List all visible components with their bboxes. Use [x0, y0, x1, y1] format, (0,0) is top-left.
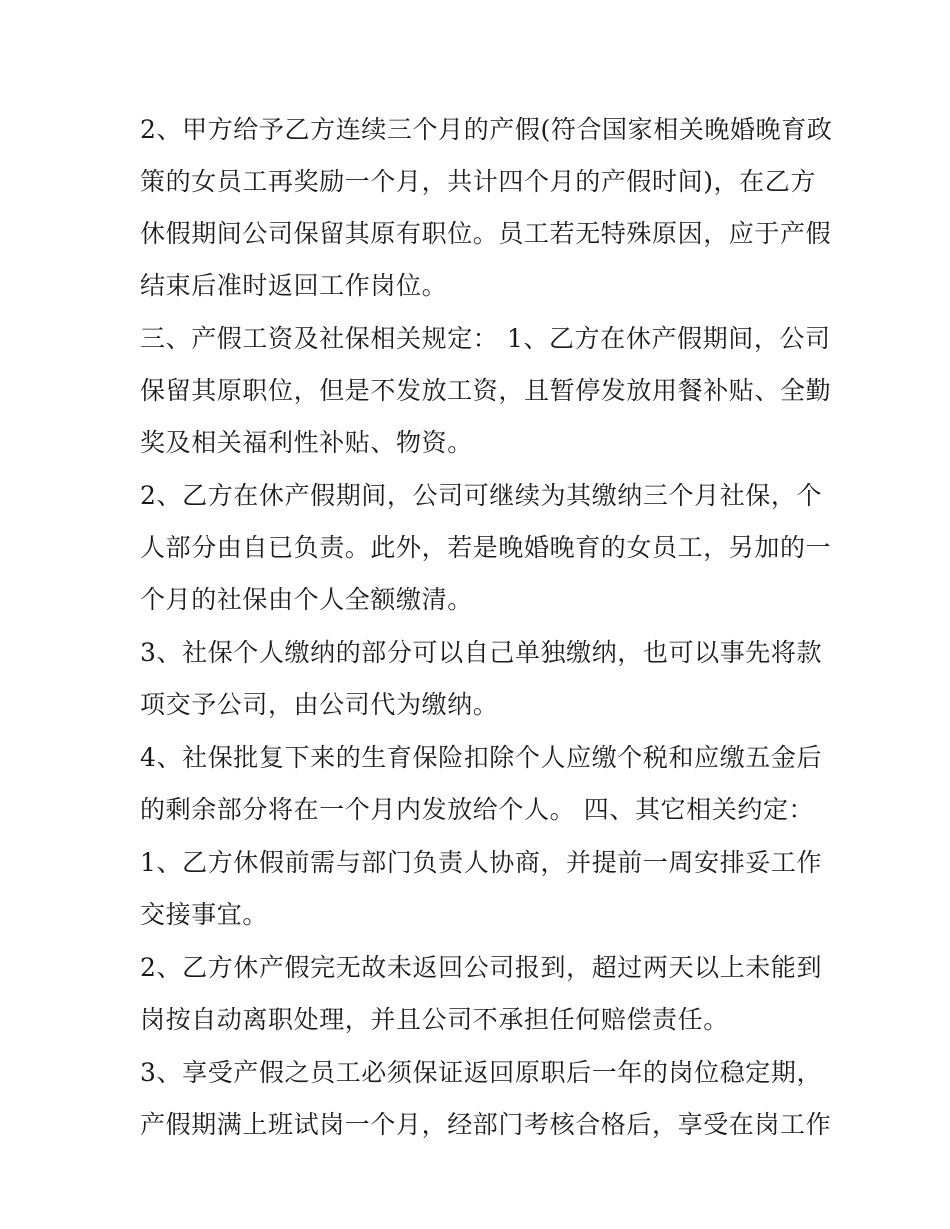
paragraph-salary-social-insurance — [140, 313, 832, 469]
text-line: 产假期满上班试岗一个月，经部门考核合格后，享受在岗工作 — [140, 1110, 832, 1139]
document-page — [140, 104, 833, 1152]
paragraph-maternity-leave-duration — [140, 104, 833, 312]
text-line: 交接事宜。 — [140, 900, 269, 929]
text-line: 1、乙方休假前需与部门负责人协商，并提前一周安排妥工作 — [140, 848, 823, 877]
paragraph-personal-contribution — [140, 627, 823, 731]
paragraph-maternity-insurance — [140, 732, 823, 836]
paragraph-job-stability — [140, 1047, 832, 1151]
text-line: 2、乙方休产假完无故未返回公司报到，超过两天以上未能到 — [140, 953, 823, 982]
paragraph-social-insurance-payment — [140, 470, 832, 626]
text-line: 三、产假工资及社保相关规定： 1、乙方在休产假期间，公司 — [140, 324, 831, 353]
text-line: 岗按自动离职处理，并且公司不承担任何赔偿责任。 — [140, 1005, 729, 1034]
text-line: 策的女员工再奖励一个月，共计四个月的产假时间)，在乙方 — [140, 167, 816, 196]
text-line: 人部分由自已负责。此外，若是晚婚晚育的女员工，另加的一 — [140, 533, 832, 562]
text-line: 4、社保批复下来的生育保险扣除个人应缴个税和应缴五金后 — [140, 743, 823, 772]
paragraph-handover — [140, 837, 823, 941]
text-line: 2、甲方给予乙方连续三个月的产假(符合国家相关晚婚晚育政 — [140, 115, 833, 144]
text-line: 奖及相关福利性补贴、物资。 — [140, 428, 473, 457]
text-line: 的剩余部分将在一个月内发放给个人。 四、其它相关约定： — [140, 795, 815, 824]
paragraph-unauthorized-absence — [140, 942, 823, 1046]
text-line: 结束后准时返回工作岗位。 — [140, 271, 448, 300]
text-line: 项交予公司，由公司代为缴纳。 — [140, 690, 499, 719]
text-line: 2、乙方在休产假期间，公司可继续为其缴纳三个月社保，个 — [140, 481, 823, 510]
text-line: 3、享受产假之员工必须保证返回原职后一年的岗位稳定期， — [140, 1058, 823, 1087]
text-line: 3、社保个人缴纳的部分可以自己单独缴纳，也可以事先将款 — [140, 638, 823, 667]
text-line: 保留其原职位，但是不发放工资，且暂停发放用餐补贴、全勤 — [140, 376, 832, 405]
text-line: 休假期间公司保留其原有职位。员工若无特殊原因，应于产假 — [140, 219, 832, 248]
text-line: 个月的社保由个人全额缴清。 — [140, 585, 473, 614]
